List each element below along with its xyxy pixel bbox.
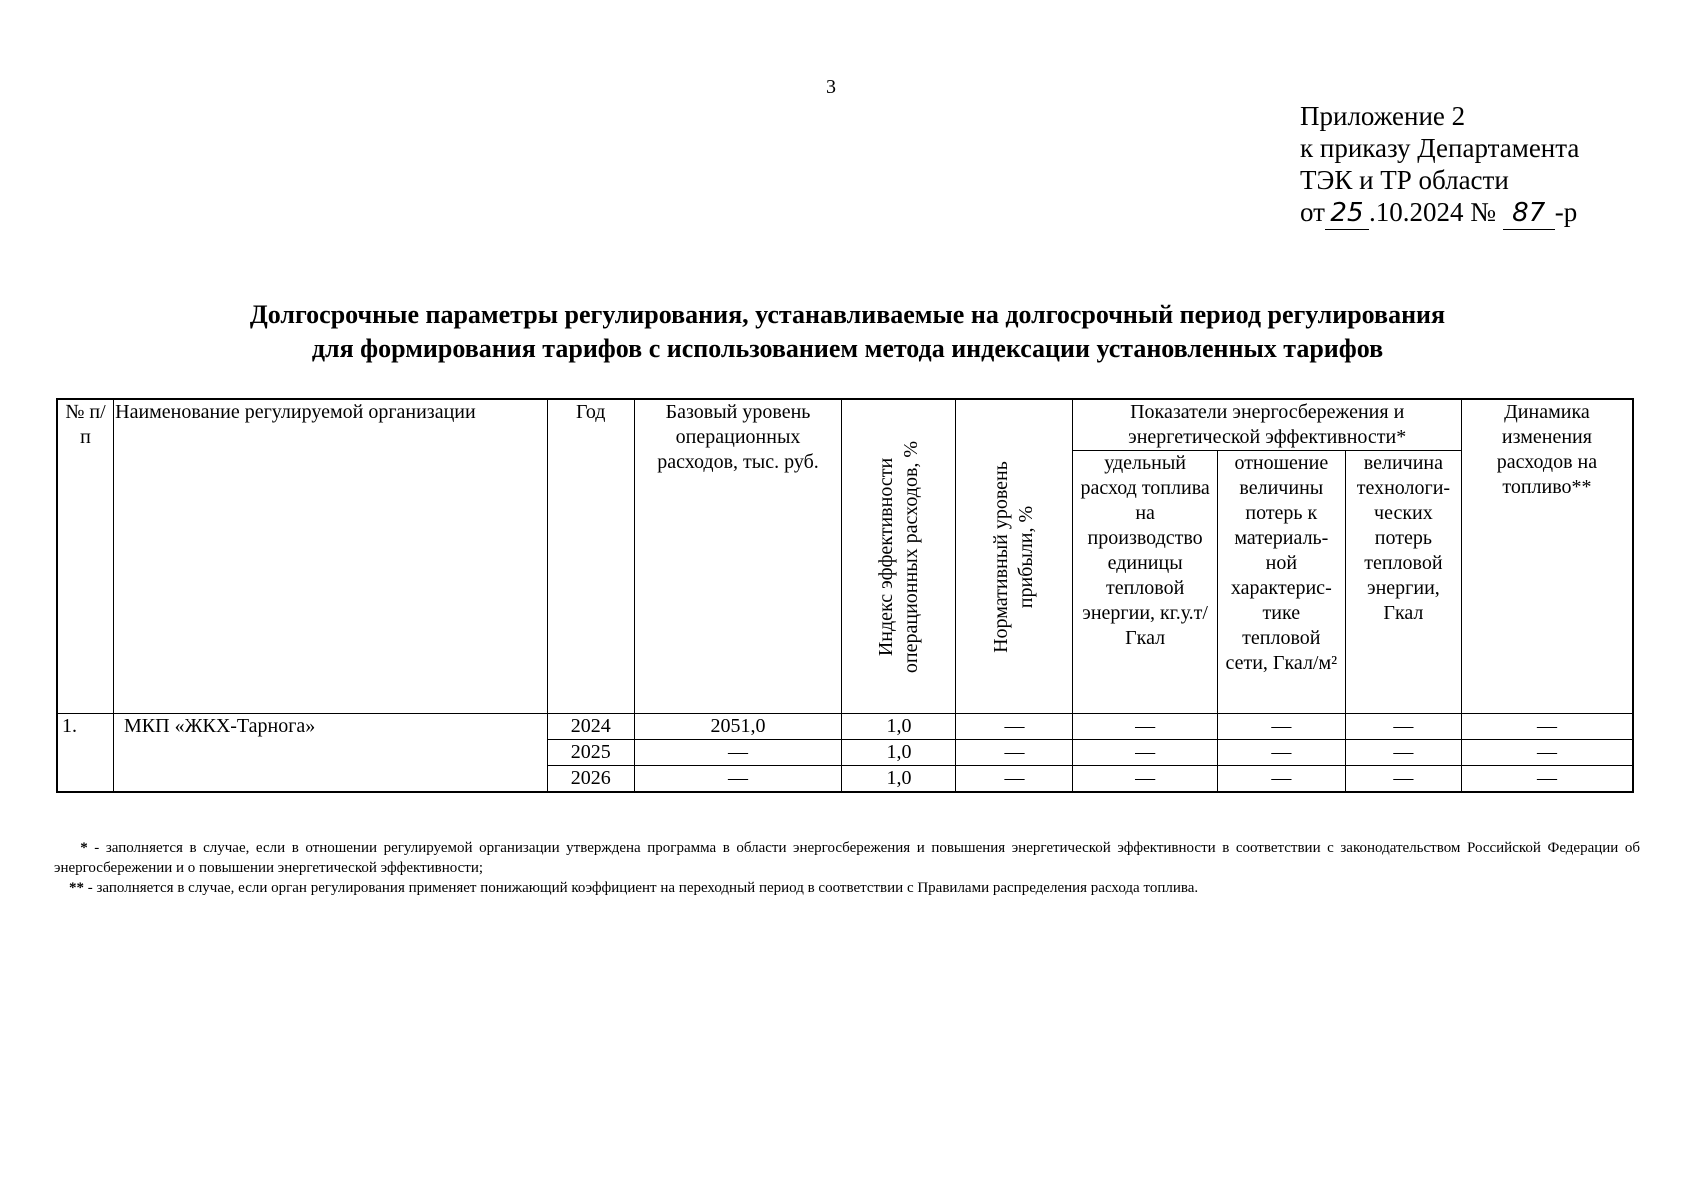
- appendix-line-3: ТЭК и ТР области: [1300, 165, 1509, 195]
- cell-dynamics: —: [1461, 740, 1633, 766]
- cell-sub1: —: [1073, 766, 1217, 793]
- cell-profit: —: [956, 740, 1073, 766]
- header-profit-level-text: Нормативный уровень прибыли, %: [990, 460, 1038, 653]
- cell-sub1: —: [1073, 714, 1217, 740]
- date-rest: .10.2024 №: [1368, 197, 1496, 227]
- cell-sub2: —: [1217, 714, 1345, 740]
- header-fuel-dynamics: Динамика изменения расходов на топливо**: [1461, 399, 1633, 714]
- cell-index: 1,0: [842, 714, 956, 740]
- cell-base: —: [634, 766, 842, 793]
- header-profit-level: [956, 399, 1073, 714]
- cell-sub3: —: [1345, 740, 1461, 766]
- cell-base: —: [634, 740, 842, 766]
- header-efficiency-index: [842, 399, 956, 714]
- cell-sub2: —: [1217, 766, 1345, 793]
- appendix-block: [1300, 100, 1579, 230]
- cell-sub3: —: [1345, 714, 1461, 740]
- cell-year: 2026: [547, 766, 634, 793]
- cell-profit: —: [956, 714, 1073, 740]
- date-day-handwritten: 25: [1325, 197, 1369, 230]
- org-name: МКП «ЖКХ-Тарнога»: [114, 714, 548, 793]
- cell-dynamics: —: [1461, 766, 1633, 793]
- header-name: Наименование регулируемой организации: [114, 399, 548, 714]
- order-number-handwritten: 87: [1503, 197, 1555, 230]
- footnote-2-text: - заполняется в случае, если орган регулирования применяет понижающий коэффициент на переходный период в соответствии с Правилами распределения расхода топлива.: [84, 880, 1199, 896]
- date-prefix: от: [1300, 197, 1325, 227]
- header-specific-fuel: удельный расход топлива на производство единицы тепловой энергии, кг.у.т/Гкал: [1073, 451, 1217, 714]
- cell-dynamics: —: [1461, 714, 1633, 740]
- footnotes: [54, 838, 1640, 898]
- order-number-suffix: -р: [1554, 197, 1578, 227]
- header-row-1: [57, 399, 1633, 451]
- appendix-line-1: Приложение 2: [1300, 101, 1466, 131]
- appendix-date-line: [1300, 196, 1579, 230]
- cell-profit: —: [956, 766, 1073, 793]
- header-loss-ratio: отношение величины потерь к материаль-ной характерис-тике тепловой сети, Гкал/м²: [1217, 451, 1345, 714]
- org-number: 1.: [57, 714, 114, 793]
- cell-year: 2025: [547, 740, 634, 766]
- cell-sub2: —: [1217, 740, 1345, 766]
- header-efficiency-index-text: Индекс эффективности операционных расходов, %: [874, 440, 922, 673]
- header-num: № п/п: [57, 399, 114, 714]
- header-energy-group: Показатели энергосбережения и энергетической эффективности*: [1073, 399, 1461, 451]
- page-number: 3: [826, 76, 836, 98]
- document-title: [100, 298, 1595, 366]
- table-row: [57, 714, 1633, 740]
- cell-year: 2024: [547, 714, 634, 740]
- title-line-1: Долгосрочные параметры регулирования, устанавливаемые на долгосрочный период регулирования: [249, 300, 1446, 329]
- appendix-line-2: к приказу Департамента: [1300, 133, 1580, 163]
- cell-base: 2051,0: [634, 714, 842, 740]
- footnote-2: [54, 878, 1640, 898]
- header-base-opex: Базовый уровень операционных расходов, тыс. руб.: [634, 399, 842, 714]
- cell-sub3: —: [1345, 766, 1461, 793]
- footnote-1-text: - заполняется в случае, если в отношении регулируемой организации утверждена программа в области энергосбережения и повышения энергетической эффективности в соответствии с законодательством Российской Федерации об энергосбережении и о повышении энергетической эффективности;: [54, 840, 1640, 876]
- header-year: Год: [547, 399, 634, 714]
- header-tech-losses: величина технологи-ческих потерь тепловой энергии, Гкал: [1345, 451, 1461, 714]
- footnote-1-mark: *: [80, 840, 88, 856]
- cell-index: 1,0: [842, 766, 956, 793]
- cell-index: 1,0: [842, 740, 956, 766]
- title-line-2: для формирования тарифов с использованием метода индексации установленных тарифов: [311, 334, 1384, 363]
- parameters-table: [56, 398, 1634, 793]
- footnote-2-mark: **: [69, 880, 84, 896]
- cell-sub1: —: [1073, 740, 1217, 766]
- footnote-1: [54, 838, 1640, 878]
